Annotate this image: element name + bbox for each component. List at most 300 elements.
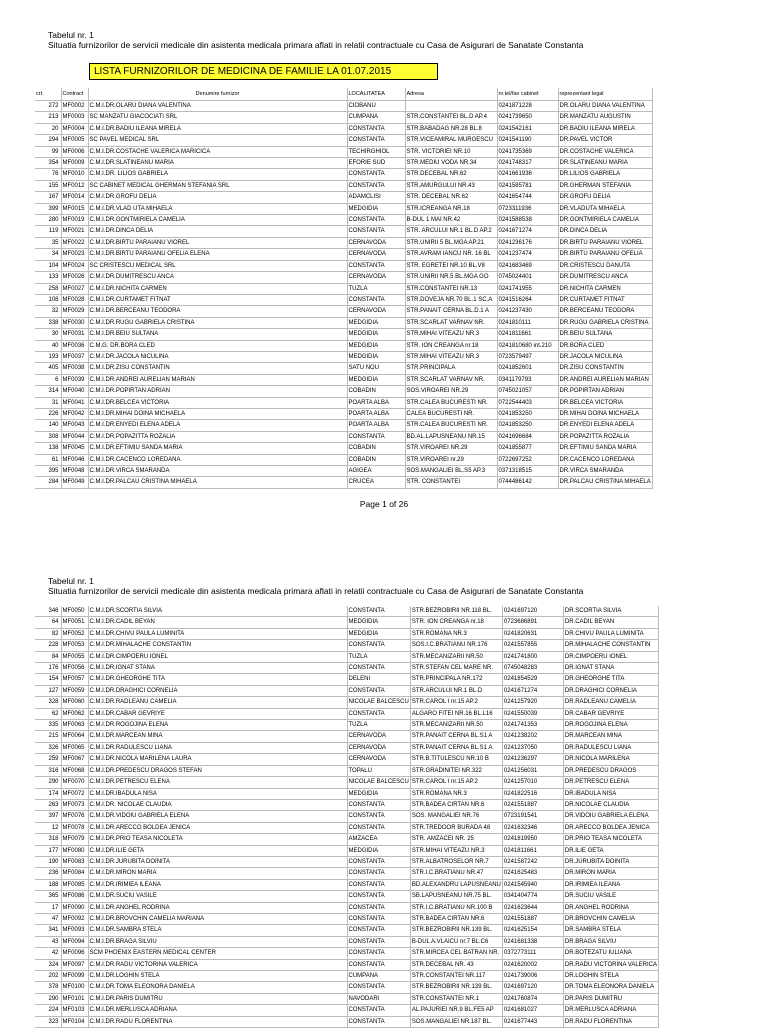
cell-reprezentant: DR.BEIU SULTANA [558,329,652,340]
table-row [35,606,659,617]
cell-contract: MF0100 [61,982,88,993]
cell-localitate: CONSTANTA [347,640,410,651]
table-row [35,822,659,833]
cell-contract: MF0065 [61,742,88,753]
page-number-footer: Page 1 of 26 [359,499,409,509]
cell-reprezentant: DR.DRAGHICI CORNELIA [563,685,658,696]
cell-contract: MF0099 [61,971,88,982]
cell-contract: MF0064 [61,731,88,742]
cell-contract: MF0048 [61,466,88,477]
cell-contract: MF0029 [61,306,88,317]
cell-adresa: STR.SCARLAT VARNAV NR. [405,374,497,385]
cell-contract: MF0052 [61,628,88,639]
cell-contract: MF0005 [61,135,88,146]
cell-contract: MF0070 [61,777,88,788]
cell-localitate: AMZACEA [347,834,410,845]
cell-crt: 31 [35,397,61,408]
cell-localitate: CONSTANTA [347,902,410,913]
table-row [35,146,652,157]
cell-contract: MF0101 [61,993,88,1004]
cell-localitate: CONSTANTA [347,169,405,180]
table-row [35,811,659,822]
cell-reprezentant: DR.ANGHEL RODRINA [563,902,658,913]
table-row [35,466,652,477]
cell-contract: MF0026 [61,272,88,283]
cell-telefon: 0241550039 [502,708,563,719]
cell-contract: MF0009 [61,158,88,169]
table-row [35,936,659,947]
cell-contract: MF0003 [61,112,88,123]
cell-adresa: B-DUL A.VLAICU nr.7 BL.C6 [410,936,502,947]
cell-telefon: 0241625154 [502,925,563,936]
cell-adresa: STR.MEDIU VODA NR.34 [405,158,497,169]
cell-telefon: 0744486142 [497,477,558,488]
cell-reprezentant: DR.VLADUTA MIHAELA [558,203,652,214]
table-row [35,408,652,419]
cell-adresa: STR.CALEA BUCURESTI NR. [405,420,497,431]
cell-contract: MF0044 [61,431,88,442]
cell-reprezentant: DR.POPAZITTA ROZALIA [558,431,652,442]
cell-contract: MF0093 [61,925,88,936]
cell-adresa: STR.MECANIZARII NR.50 [410,720,502,731]
cell-localitate: CONSTANTA [347,431,405,442]
table-row [35,856,659,867]
cell-contract: MF0053 [61,640,88,651]
table-row [35,226,652,237]
cell-telefon: 0723686891 [502,617,563,628]
table-row [35,902,659,913]
cell-contract: MF0067 [61,754,88,765]
cell-localitate: CRUCEA [347,477,405,488]
cell-contract: MF0023 [61,249,88,260]
cell-telefon: 0241623644 [502,902,563,913]
table-row [35,374,652,385]
cell-adresa: ALGARO FITEI NR.16 BL.L16 [410,708,502,719]
cell-telefon: 0241551887 [502,913,563,924]
cell-localitate: COBADIN [347,454,405,465]
header-adresa: Adresa [405,88,497,101]
cell-telefon: 0241852601 [497,363,558,374]
cell-crt: 354 [35,158,61,169]
header-telefon: nr.tel/fax cabinet [497,88,558,101]
cell-telefon: 0241541190 [497,135,558,146]
page1-list-banner: LISTA FURNIZORILOR DE MEDICINA DE FAMILIE LA 01.07.2015 [89,63,438,80]
cell-telefon: 0241620002 [502,959,563,970]
cell-adresa: STR.DECEBAL NR.62 [405,169,497,180]
cell-contract: MF0080 [61,845,88,856]
cell-localitate: CONSTANTA [347,294,405,305]
cell-contract: MF0096 [61,948,88,959]
cell-reprezentant: DR.BOTEZATU IULIANA [563,948,658,959]
cell-furnizor: C.M.I.DR.CADIL BEYAN [88,617,347,628]
cell-telefon: 0241735369 [497,146,558,157]
cell-telefon: 0241545940 [502,879,563,890]
table-row [35,454,652,465]
cell-telefon: 0745024401 [497,272,558,283]
cell-crt: 76 [35,169,61,180]
cell-crt: 188 [35,879,61,890]
cell-adresa: SOS.VIROAREI NR.29 [405,386,497,397]
cell-furnizor: C.M.I.DR.DINCA DELIA [88,226,347,237]
cell-telefon: 0372773111 [502,948,563,959]
cell-reprezentant: DR.LOGHIN STELA [563,971,658,982]
cell-reprezentant: DR.OLARU DIANA VALENTINA [558,101,652,112]
table-row [35,754,659,765]
cell-adresa: STR.BADEA CIRTAN NR.6 [410,799,502,810]
table-row [35,628,659,639]
table-row [35,135,652,146]
cell-localitate: CONSTANTA [347,685,410,696]
header-reprezentant: reprezentant legal [558,88,652,101]
cell-reprezentant: DR.SCORTIA SILVIA [563,606,658,617]
cell-furnizor: C.M.I.DR.PREDESCU DRAGOS STEFAN [88,765,347,776]
table-row [35,420,652,431]
cell-adresa: STR.I.C.BRATIANU NR.100 B [410,902,502,913]
cell-adresa: STR. EGRETEI NR.10 BL.V8 [405,260,497,271]
cell-contract: MF0042 [61,408,88,419]
cell-reprezentant: DR.ROGOJINA ELENA [563,720,658,731]
cell-crt: 226 [35,408,61,419]
cell-telefon: 0241257920 [502,697,563,708]
table-row [35,363,652,374]
cell-adresa: STR.ROMANA NR.3 [410,628,502,639]
cell-telefon: 0241238202 [502,731,563,742]
table-row [35,351,652,362]
cell-telefon: 0241739006 [502,971,563,982]
cell-reprezentant: DR.DUMITRESCU ANCA [558,272,652,283]
cell-contract: MF0045 [61,443,88,454]
cell-furnizor: C.M.I.DR.SUCIU VASILE [88,891,347,902]
table-row [35,260,652,271]
cell-localitate: MEDGIDIA [347,340,405,351]
cell-localitate: CONSTANTA [347,891,410,902]
cell-adresa: STR.MECANIZARII NR.50 [410,651,502,662]
cell-telefon: 0241810680 int.210 [497,340,558,351]
cell-furnizor: C.M.I.DR.COSTACHE VALERICA MARICICA [88,146,347,157]
cell-telefon: 0241871228 [497,101,558,112]
cell-contract: MF0004 [61,123,88,134]
cell-adresa: STR.STEFAN CEL MARE NR. [410,663,502,674]
cell-telefon: 0722544403 [497,397,558,408]
cell-crt: 140 [35,420,61,431]
cell-crt: 323 [35,1016,61,1027]
cell-furnizor: C.M.I.DR.DUMITRESCU ANCA [88,272,347,283]
cell-contract: MF0084 [61,868,88,879]
cell-reprezentant: DR.POPIRTAN ADRIAN [558,386,652,397]
table-row [35,879,659,890]
cell-telefon: 0241516264 [497,294,558,305]
cell-telefon: 0241681027 [502,1005,563,1016]
cell-crt: 35 [35,237,61,248]
table-row [35,971,659,982]
cell-localitate: TECHIRGHIOL [347,146,405,157]
cell-adresa: STR.MIHAI VITEAZU NR.3 [410,845,502,856]
cell-contract: MF0010 [61,169,88,180]
page1-situation-title: Situatia furnizorilor de servicii medicale din asistenta medicala primara aflati in relatii contractuale cu Casa de Asigurari de Sanatate Constanta [48,40,584,50]
cell-localitate: CONSTANTA [347,226,405,237]
cell-furnizor: C.M.I.DR.SLATINEANU MARIA [88,158,347,169]
table-row [35,443,652,454]
cell-localitate: CONSTANTA [347,913,410,924]
cell-furnizor: C.M.I.DR.BROVCHIN CAMELIA MARIANA [88,913,347,924]
cell-crt: 335 [35,720,61,731]
cell-furnizor: C.M.I.DR.JACOLA NICULINA [88,351,347,362]
table-row [35,959,659,970]
cell-crt: 280 [35,215,61,226]
cell-localitate: MEDGIDIA [347,329,405,340]
header-crt: crt. [35,88,61,101]
cell-reprezentant: DR.MIHAI DOINA MICHAELA [558,408,652,419]
cell-crt: 43 [35,936,61,947]
cell-furnizor: C.M.I.DR.CABAR GEVRIYE [88,708,347,719]
cell-contract: MF0079 [61,834,88,845]
cell-crt: 341 [35,925,61,936]
cell-crt: 263 [35,799,61,810]
cell-furnizor: C.M.I.DR.CIMPOERU IONEL [88,651,347,662]
cell-reprezentant: DR.RADLEANU CAMELIA [563,697,658,708]
cell-telefon: 0341404774 [502,891,563,902]
cell-furnizor: C.M.I.DR.LOGHIN STELA [88,971,347,982]
cell-crt: 326 [35,742,61,753]
cell-telefon: 0241822516 [502,788,563,799]
cell-crt: 228 [35,640,61,651]
cell-reprezentant: DR.SLATINEANU MARIA [558,158,652,169]
cell-contract: MF0059 [61,685,88,696]
cell-adresa: STR.ROMANA NR.3 [410,788,502,799]
cell-furnizor: SCM PHOENIX EASTERN MEDICAL CENTER [88,948,347,959]
cell-adresa: STR.ALBATROSELOR NR.7 [410,856,502,867]
cell-contract: MF0046 [61,454,88,465]
cell-contract: MF0051 [61,617,88,628]
cell-reprezentant: DR.GROFU DELIA [558,192,652,203]
cell-reprezentant: DR.PREDESCU DRAGOS [563,765,658,776]
cell-adresa: STR.VICEAMIRAL MURGESCU [405,135,497,146]
cell-contract: MF0030 [61,317,88,328]
table-row [35,386,652,397]
cell-reprezentant: DR.VIRCA SMARANDA [558,466,652,477]
cell-adresa: STR.AMURGULUI NR.43 [405,180,497,191]
table-row [35,340,652,351]
cell-contract: MF0094 [61,936,88,947]
cell-adresa: STR. ION CREANGA nr.18 [405,340,497,351]
cell-telefon: 0241585781 [497,180,558,191]
cell-telefon: 0241855877 [497,443,558,454]
cell-furnizor: C.M.I.DR.BELCEA VICTORIA [88,397,347,408]
cell-adresa: STR.ICREANGA NR.18 [405,203,497,214]
cell-contract: MF0057 [61,674,88,685]
cell-contract: MF0063 [61,720,88,731]
cell-localitate: CIOBANU [347,101,405,112]
cell-localitate: POARTA ALBA [347,420,405,431]
cell-reprezentant: DR.CRISTESCU DANUTA [558,260,652,271]
cell-reprezentant: DR.CHIVU PAULA LUMINITA [563,628,658,639]
cell-telefon: 0241683469 [497,260,558,271]
table-row [35,1016,659,1027]
cell-telefon: 0241237474 [497,249,558,260]
cell-localitate: CONSTANTA [347,948,410,959]
cell-reprezentant: DR.PETRESCU ELENA [563,777,658,788]
cell-furnizor: C.M.I.DR.ROGOJINA ELENA [88,720,347,731]
page2-situation-title: Situatia furnizorilor de servicii medicale din asistenta medicala primara aflati in relatii contractuale cu Casa de Asigurari de Sanatate Constanta [48,586,584,596]
cell-reprezentant: DR.ENYEDI ELENA ADELA [558,420,652,431]
cell-telefon: 0241853250 [497,420,558,431]
cell-adresa: STR. DECEBAL NR.62 [405,192,497,203]
table-row [35,777,659,788]
cell-reprezentant: DR.CABAR GEVRIYE [563,708,658,719]
cell-crt: 395 [35,466,61,477]
cell-furnizor: C.M.I.DR.POPIRTAN ADRIAN [88,386,347,397]
cell-crt: 259 [35,754,61,765]
cell-contract: MF0078 [61,822,88,833]
cell-reprezentant: DR.RADU VICTORINA VALERICA [563,959,658,970]
cell-furnizor: C.M.I.DR. NICOLAE CLAUDIA [88,799,347,810]
cell-adresa: STR.MIRCEA CEL BATRAN NR. [410,948,502,959]
cell-crt: 133 [35,272,61,283]
table-row [35,123,652,134]
cell-adresa: STR.MIHAI VITEAZU NR.3 [405,351,497,362]
cell-telefon: 0723191541 [502,811,563,822]
cell-reprezentant: DR.CIMPOERU IONEL [563,651,658,662]
cell-crt: 42 [35,948,61,959]
cell-reprezentant: DR.ARECCO BOLDEA JENICA [563,822,658,833]
cell-furnizor: C.M.I.DR.GROFU DELIA [88,192,347,203]
cell-localitate: MEDGIDIA [347,617,410,628]
cell-crt: 34 [35,249,61,260]
cell-telefon: 0241632346 [502,822,563,833]
cell-reprezentant: DR.CURTAMET FITNAT [558,294,652,305]
cell-furnizor: C.M.I.DR.PRIO TEASA NICOLETA [88,834,347,845]
cell-furnizor: C.M.I.DR.DRAGHICI CORNELIA [88,685,347,696]
cell-crt: 138 [35,443,61,454]
cell-telefon: 0241257010 [502,777,563,788]
cell-contract: MF0050 [61,606,88,617]
cell-localitate: POARTA ALBA [347,408,405,419]
cell-reprezentant: DR.NICHITA CARMEN [558,283,652,294]
cell-contract: MF0012 [61,180,88,191]
cell-contract: MF0103 [61,1005,88,1016]
cell-localitate: CONSTANTA [347,982,410,993]
cell-localitate: TOPALU [347,765,410,776]
cell-crt: 236 [35,868,61,879]
cell-contract: MF0072 [61,788,88,799]
cell-crt: 108 [35,294,61,305]
page1-header-row [35,88,652,101]
cell-localitate: CONSTANTA [347,936,410,947]
cell-contract: MF0049 [61,477,88,488]
cell-telefon: 0241256031 [502,765,563,776]
cell-furnizor: C.M.I.DR.MERLUSCA ADRIANA [88,1005,347,1016]
cell-crt: 290 [35,777,61,788]
cell-furnizor: C.M.I.DR.BIRTU PARAIANU OFELIA ELENA [88,249,347,260]
cell-furnizor: C.M.I.DR.PALCAU CRISTINA MIHAELA [88,477,347,488]
cell-reprezentant: DR.JACOLA NICULINA [558,351,652,362]
cell-telefon: 0241671274 [502,685,563,696]
cell-crt: 20 [35,123,61,134]
cell-localitate: CONSTANTA [347,879,410,890]
cell-furnizor: C.M.G. DR.BORA CLED [88,340,347,351]
cell-reprezentant: DR.BELCEA VICTORIA [558,397,652,408]
cell-crt: 290 [35,993,61,1004]
cell-adresa: STR.BABADAG NR.28 BL.8 [405,123,497,134]
cell-reprezentant: DR.CADIL BEYAN [563,617,658,628]
cell-crt: 174 [35,788,61,799]
cell-adresa: STR.CONSTANTEI NR.13 [405,283,497,294]
cell-crt: 47 [35,913,61,924]
table-row [35,180,652,191]
cell-furnizor: C.M.I.DR.VLAD UTA MIHAELA [88,203,347,214]
cell-reprezentant: DR.BROVCHIN CAMELIA [563,913,658,924]
cell-adresa: STR.PANAIT CERNA BL.D.1 A [405,306,497,317]
cell-adresa: STR.DECEBAL NR. 43 [410,959,502,970]
cell-crt: 193 [35,351,61,362]
table-row [35,913,659,924]
cell-adresa: STR.VIROAREI nr.29 [405,454,497,465]
table-row [35,169,652,180]
cell-localitate: MEDGIDIA [347,845,410,856]
cell-localitate: NICOLAE BALCESCU [347,697,410,708]
cell-localitate: CONSTANTA [347,822,410,833]
cell-adresa: STR.TREDOOR BURADA 48 [410,822,502,833]
cell-telefon: 0723311936 [497,203,558,214]
cell-localitate: COBADIN [347,386,405,397]
cell-furnizor: C.M.I.DR.ANGHEL RODRINA [88,902,347,913]
cell-contract: MF0090 [61,902,88,913]
cell-reprezentant: DR.SAMBRA STELA [563,925,658,936]
cell-adresa: STR.PRINCIPALA NR.172 [410,674,502,685]
cell-localitate: POARTA ALBA [347,397,405,408]
cell-adresa [405,101,497,112]
table-row [35,272,652,283]
cell-localitate: TUZLA [347,720,410,731]
cell-telefon: 0241654744 [497,192,558,203]
cell-furnizor: C.M.I.DR.CACENCO LOREDANA [88,454,347,465]
table-row [35,397,652,408]
cell-adresa: STR.BEZROBIRII NR.139 BL. [410,982,502,993]
cell-reprezentant: DR.RADULESCU LIANA [563,742,658,753]
cell-telefon: 0722697252 [497,454,558,465]
cell-adresa: STR. CONSTANTEI [405,477,497,488]
cell-crt: 318 [35,834,61,845]
cell-contract: MF0036 [61,340,88,351]
cell-telefon: 0241760874 [502,993,563,1004]
cell-reprezentant: DR.IBADULA NISA [563,788,658,799]
cell-furnizor: C.M.I.DR.IGNAT STANA [88,663,347,674]
cell-telefon: 0241542161 [497,123,558,134]
cell-crt: 40 [35,340,61,351]
cell-crt: 17 [35,902,61,913]
cell-adresa: STR.UNIRII NR.5 BL.MGA GO [405,272,497,283]
cell-furnizor: C.M.I.DR.VIDOIU GABRIELA ELENA [88,811,347,822]
cell-crt: 272 [35,101,61,112]
cell-contract: MF0062 [61,708,88,719]
cell-contract: MF0014 [61,192,88,203]
cell-furnizor: C.M.I.DR.SAMBRA STELA [88,925,347,936]
cell-crt: 30 [35,329,61,340]
cell-reprezentant: DR.MIRON MARIA [563,868,658,879]
cell-furnizor: C.M.I.DR.RADU FLORENTINA [88,1016,347,1027]
cell-reprezentant: DR.IRIMIEA ILEANA [563,879,658,890]
cell-telefon: 0241625483 [502,868,563,879]
cell-contract: MF0031 [61,329,88,340]
cell-contract: MF0006 [61,146,88,157]
cell-crt: 104 [35,260,61,271]
cell-localitate: AGIGEA [347,466,405,477]
cell-telefon: 0241677443 [502,1016,563,1027]
cell-telefon: 0241854529 [502,674,563,685]
cell-furnizor: C.M.I.DR.NICOLA MARILENA LAURA [88,754,347,765]
cell-reprezentant: DR.BRAGA SILVIU [563,936,658,947]
cell-localitate: CONSTANTA [347,215,405,226]
